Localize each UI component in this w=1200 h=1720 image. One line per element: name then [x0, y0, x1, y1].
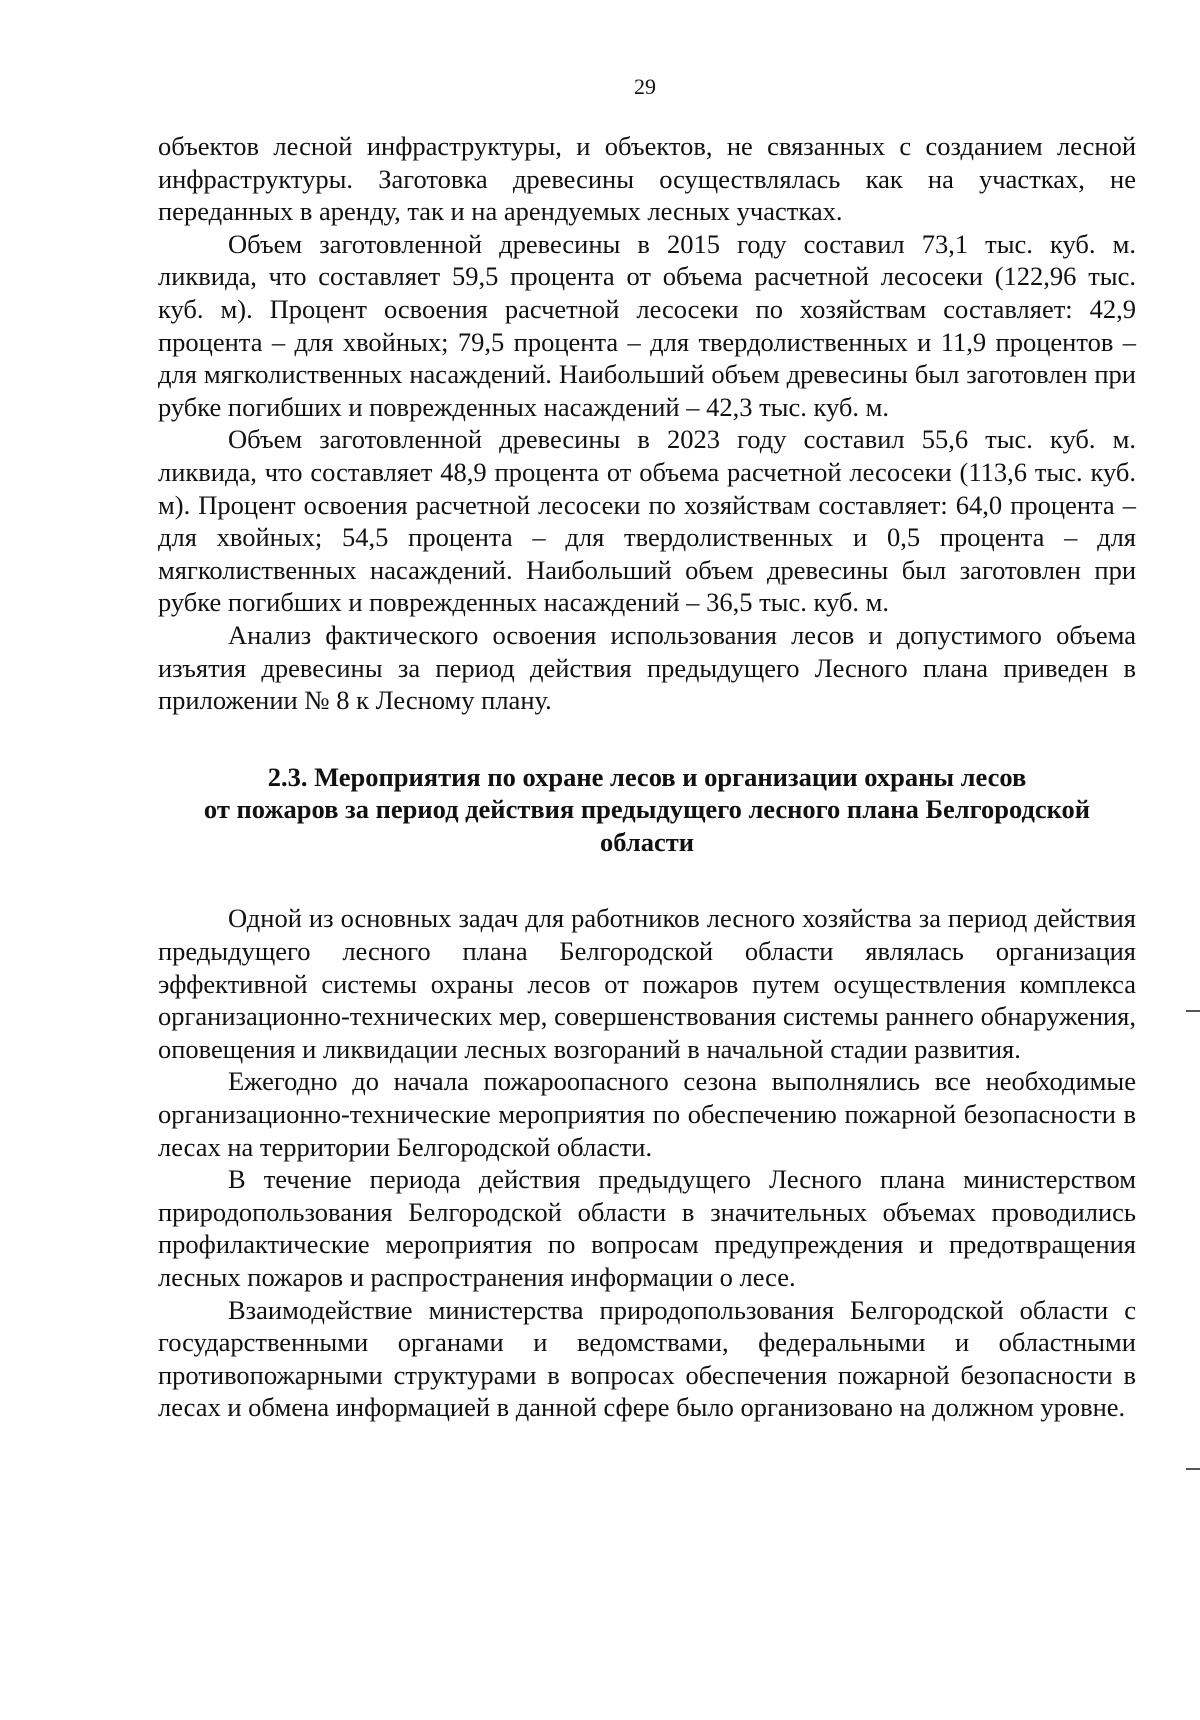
paragraph-prevention-activities: В течение периода действия предыдущего Лесного плана министерством природопользования Белгородской области в значительных объемах проводились профилактические мероприятия по вопросам предупреждения и предотвращения лесных пожаров и распространения информации о лесе.	[158, 1164, 1136, 1292]
paragraph-interagency-cooperation: Взаимодействие министерства природопользования Белгородской области с государственными органами и ведомствами, федеральными и областными противопожарными структурами в вопросах обеспечения пожарной безопасности в лесах и обмена информацией в данной сфере было организовано на должном уровне.	[158, 1294, 1136, 1423]
paragraph-harvest-2015: Объем заготовленной древесины в 2015 году составил 73,1 тыс. куб. м. ликвида, что составляет 59,5 процента от объема расчетной лесосеки (122,96 тыс. куб. м). Процент освоения расчетной лесосеки по хозяйствам составляет: 42,9 процента – для хвойных; 79,5 процента – для твердолиственных и 11,9 процентов – для мягколиственных насаждений. Наибольший объем древесины был заготовлен при рубке погибших и поврежденных насаждений – 42,3 тыс. куб. м.	[158, 228, 1136, 422]
paragraph-analysis-reference: Анализ фактического освоения использования лесов и допустимого объема изъятия древесины за период действия предыдущего Лесного плана приведен в приложении № 8 к Лесному плану.	[158, 619, 1136, 716]
section-heading-line: от пожаров за период действия предыдущего лесного плана Белгородской	[203, 794, 1091, 825]
document-body	[158, 130, 1136, 1424]
section-heading-line: 2.3. Мероприятия по охране лесов и организации охраны лесов	[267, 761, 1027, 792]
page-number: 29	[634, 74, 656, 99]
paragraph-continuation: объектов лесной инфраструктуры, и объектов, не связанных с созданием лесной инфраструктуры. Заготовка древесины осуществлялась как на участках, не переданных в аренду, так и на арендуемых лесных участках.	[158, 131, 1136, 227]
scan-edge-mark	[1186, 1010, 1200, 1012]
paragraph-harvest-2023: Объем заготовленной древесины в 2023 году составил 55,6 тыс. куб. м. ликвида, что составляет 48,9 процента от объема расчетной лесосеки (113,6 тыс. куб. м). Процент освоения расчетной лесосеки по хозяйствам составляет: 64,0 процента – для хвойных; 54,5 процента – для твердолиственных и 0,5 процента – для мягколиственных насаждений. Наибольший объем древесины был заготовлен при рубке погибших и поврежденных насаждений – 36,5 тыс. куб. м.	[158, 424, 1136, 618]
section-heading	[158, 761, 1136, 859]
scan-edge-mark	[1186, 1468, 1200, 1470]
section-heading-line: области	[599, 826, 694, 857]
paragraph-annual-measures: Ежегодно до начала пожароопасного сезона выполнялись все необходимые организационно-технические мероприятия по обеспечению пожарной безопасности в лесах на территории Белгородской области.	[158, 1066, 1136, 1162]
paragraph-fire-protection-task: Одной из основных задач для работников лесного хозяйства за период действия предыдущего лесного плана Белгородской области являлась организация эффективной системы охраны лесов от пожаров путем осуществления комплекса организационно-технических мер, совершенствования системы раннего обнаружения, оповещения и ликвидации лесных возгораний в начальной стадии развития.	[158, 903, 1136, 1064]
